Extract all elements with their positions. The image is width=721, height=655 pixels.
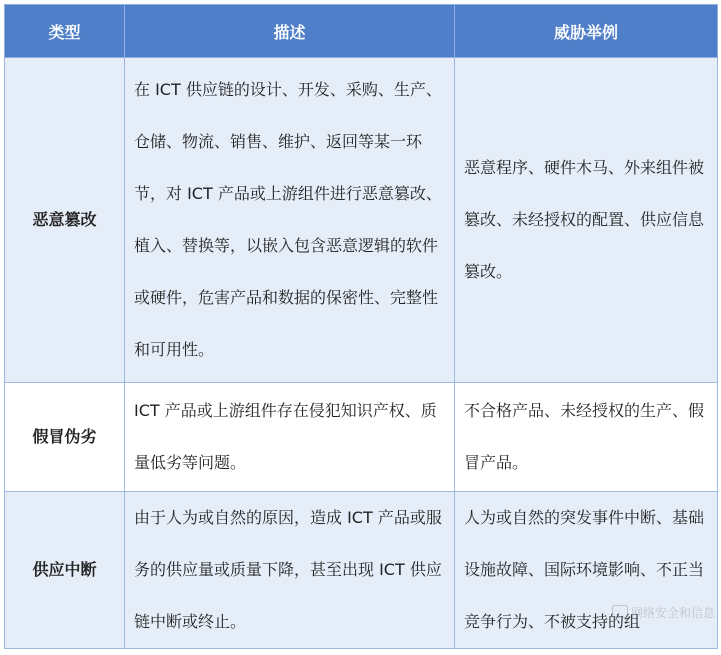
table-row [5, 383, 718, 492]
cell-threat: 恶意程序、硬件木马、外来组件被篡改、未经授权的配置、供应信息篡改。 [455, 58, 718, 383]
watermark-text: 网络安全和信息 [630, 606, 715, 620]
cell-description: 由于人为或自然的原因，造成 ICT 产品或服务的供应量或质量下降，甚至出现 ICT 供应链中断或终止。 [125, 492, 455, 649]
cell-description: ICT 产品或上游组件存在侵犯知识产权、质量低劣等问题。 [125, 383, 455, 492]
table-row [5, 58, 718, 383]
header-threat-examples: 威胁举例 [455, 5, 718, 58]
header-description: 描述 [125, 5, 455, 58]
cell-type: 供应中断 [5, 492, 125, 649]
table-row [5, 492, 718, 649]
cell-description: 在 ICT 供应链的设计、开发、采购、生产、仓储、物流、销售、维护、返回等某一环节，对 ICT 产品或上游组件进行恶意篡改、植入、替换等，以嵌入包含恶意逻辑的软件或硬件，危害产品和数据的保密性、完整性和可用性。 [125, 58, 455, 383]
cell-threat: 人为或自然的突发事件中断、基础设施故障、国际环境影响、不正当竞争行为、不被支持的组 [455, 492, 718, 649]
header-row [5, 5, 718, 58]
header-type: 类型 [5, 5, 125, 58]
cell-type: 假冒伪劣 [5, 383, 125, 492]
cell-threat: 不合格产品、未经授权的生产、假冒产品。 [455, 383, 718, 492]
cell-type: 恶意篡改 [5, 58, 125, 383]
threat-table [4, 4, 718, 649]
